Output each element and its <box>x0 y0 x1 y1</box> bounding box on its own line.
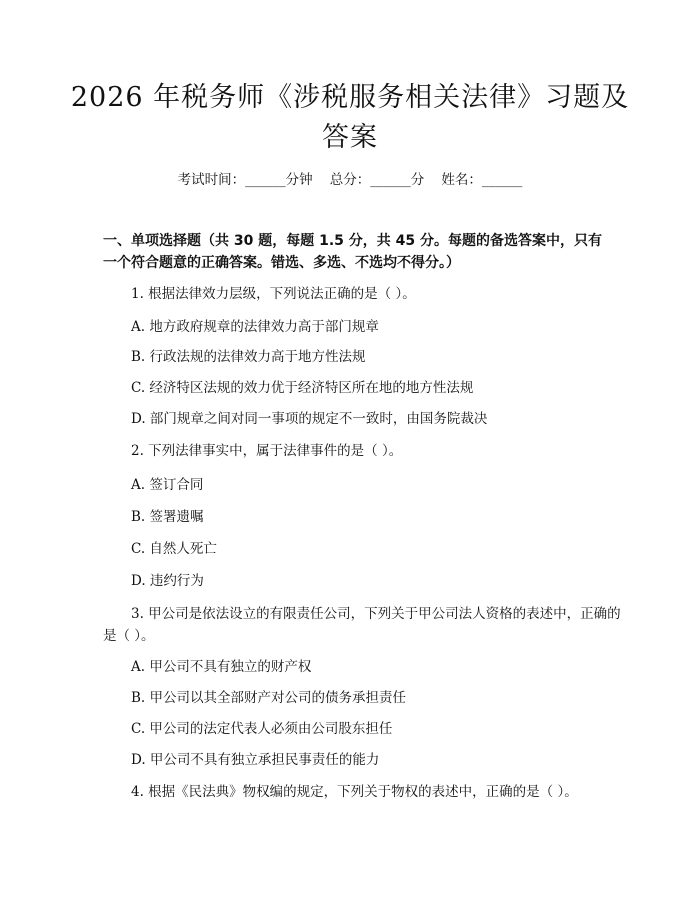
answer-option: D. 违约行为 <box>131 573 204 589</box>
question-stem: 1. 根据法律效力层级，下列说法正确的是（ ）。 <box>131 286 416 302</box>
answer-option: A. 地方政府规章的法律效力高于部门规章 <box>131 319 379 335</box>
question-stem: 3. 甲公司是依法设立的有限责任公司，下列关于甲公司法人资格的表述中，正确的是（ ）。 <box>103 606 621 644</box>
exam-info-line: 考试时间：______分钟 总分：______分 姓名：______ <box>177 172 523 188</box>
answer-option: D. 部门规章之间对同一事项的规定不一致时，由国务院裁决 <box>131 411 488 427</box>
answer-option: C. 自然人死亡 <box>131 541 217 557</box>
answer-option: A. 甲公司不具有独立的财产权 <box>131 659 312 675</box>
answer-option: B. 甲公司以其全部财产对公司的债务承担责任 <box>131 690 407 706</box>
answer-option: B. 行政法规的法律效力高于地方性法规 <box>131 349 366 365</box>
answer-option: A. 签订合同 <box>131 477 204 493</box>
answer-option: B. 签署遗嘱 <box>131 509 204 525</box>
answer-option: C. 甲公司的法定代表人必须由公司股东担任 <box>131 721 393 737</box>
answer-option: C. 经济特区法规的效力优于经济特区所在地的地方性法规 <box>131 380 474 396</box>
answer-option: D. 甲公司不具有独立承担民事责任的能力 <box>131 752 380 768</box>
document-title: 2026 年税务师《涉税服务相关法律》习题及答案 <box>70 82 630 153</box>
section-heading: 一、单项选择题（共 30 题，每题 1.5 分，共 45 分。每题的备选答案中，只有一个符合题意的正确答案。错选、多选、不选均不得分。） <box>103 233 603 271</box>
question-stem: 2. 下列法律事实中，属于法律事件的是（ ）。 <box>131 443 403 459</box>
question-stem: 4. 根据《民法典》物权编的规定，下列关于物权的表述中，正确的是（ ）。 <box>131 784 578 800</box>
